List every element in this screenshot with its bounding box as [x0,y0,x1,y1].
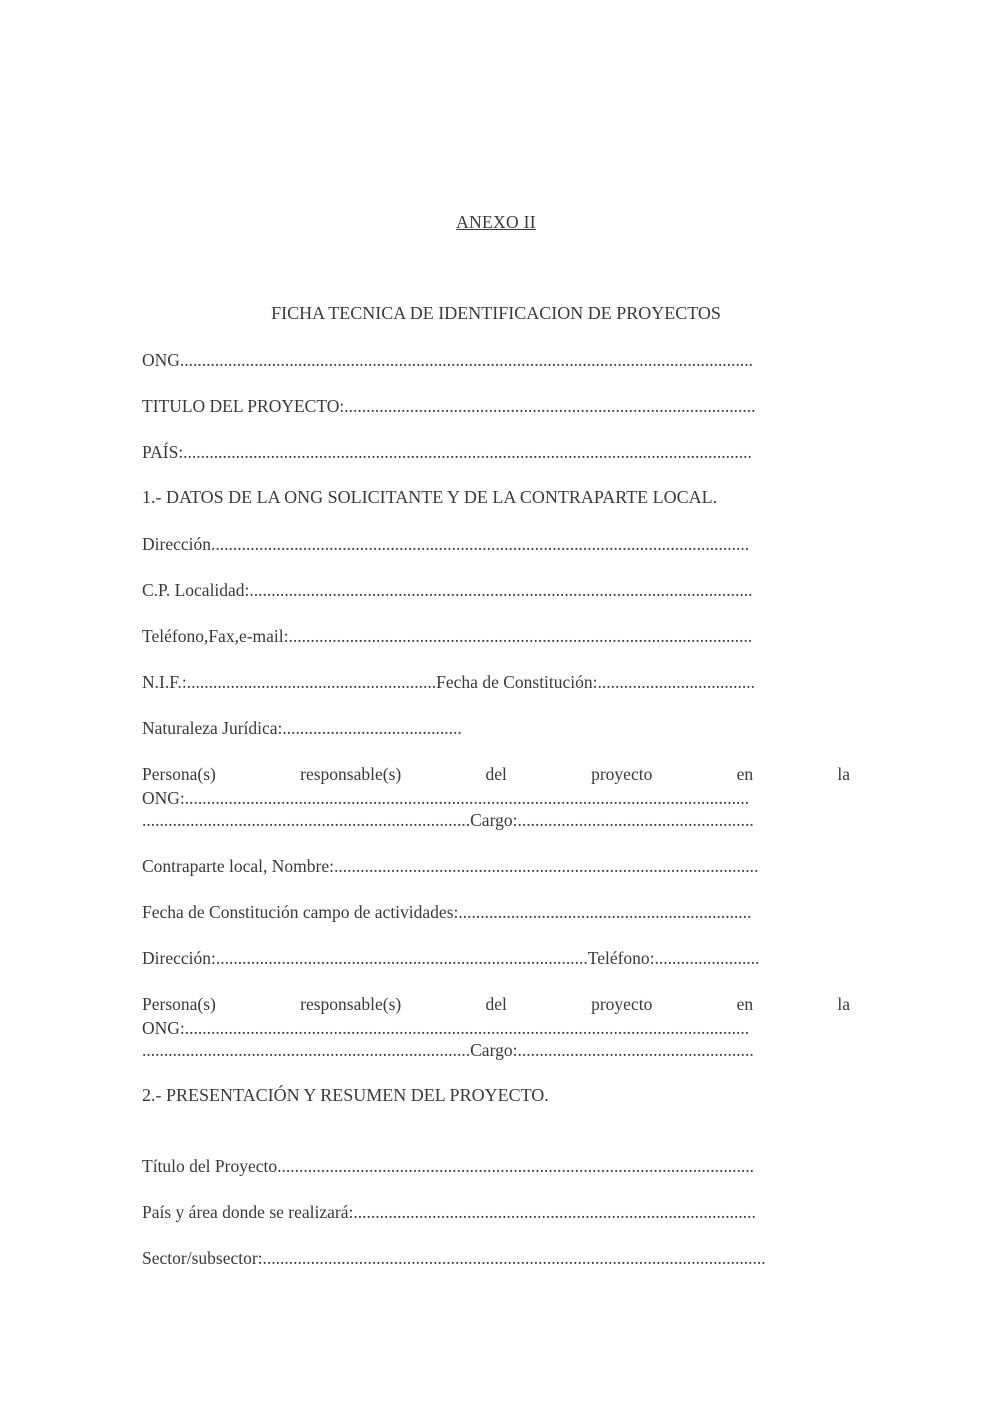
word: responsable(s) [300,764,402,784]
word: la [837,994,850,1014]
word: Persona(s) [142,764,216,784]
word: del [485,764,507,784]
phone-fax-email-field[interactable]: Teléfono,Fax,e-mail:.......................................................................................................... [142,626,753,646]
country-field[interactable]: PAÍS:.................................................................................................................................. [142,442,752,462]
address-phone-field[interactable]: Dirección:.....................................................................................Teléfono:........................ [142,948,760,968]
local-partner-name-field[interactable]: Contraparte local, Nombre:................................................................................................. [142,856,759,876]
word: en [736,994,754,1014]
word: la [837,764,850,784]
word: proyecto [591,764,653,784]
word: Persona(s) [142,994,216,1014]
responsible-position-field-1[interactable]: ...........................................................................Cargo:...................................................... [142,810,754,830]
responsible-persons-label-1 [142,763,850,785]
responsible-ong-field-2[interactable]: ONG:................................................................................................................................. [142,1018,750,1038]
annex-title: ANEXO II [456,212,536,232]
address-field[interactable]: Dirección........................................................................................................................... [142,534,750,554]
responsible-position-field-2[interactable]: ...........................................................................Cargo:...................................................... [142,1040,754,1060]
ong-field[interactable]: ONG................................................................................................................................... [142,350,754,370]
word: en [736,764,754,784]
project-title-field[interactable]: TITULO DEL PROYECTO:.............................................................................................. [142,396,756,416]
legal-nature-field[interactable]: Naturaleza Jurídica:......................................... [142,718,462,738]
word: responsable(s) [300,994,402,1014]
word: del [485,994,507,1014]
project-title-field-2[interactable]: Título del Proyecto............................................................................................................. [142,1156,754,1176]
word: proyecto [591,994,653,1014]
nif-constitution-date-field[interactable]: N.I.F.:.........................................................Fecha de Constitución:.................................... [142,672,756,692]
postal-code-locality-field[interactable]: C.P. Localidad:................................................................................................................... [142,580,753,600]
constitution-activities-field[interactable]: Fecha de Constitución campo de actividades:................................................................... [142,902,752,922]
country-area-field[interactable]: País y área donde se realizará:............................................................................................ [142,1202,756,1222]
sector-subsector-field[interactable]: Sector/subsector:................................................................................................................... [142,1248,766,1268]
responsible-ong-field-1[interactable]: ONG:................................................................................................................................. [142,788,750,808]
form-title: FICHA TECNICA DE IDENTIFICACION DE PROYECTOS [271,303,721,323]
section-2-heading: 2.- PRESENTACIÓN Y RESUMEN DEL PROYECTO. [142,1085,549,1105]
section-1-heading: 1.- DATOS DE LA ONG SOLICITANTE Y DE LA CONTRAPARTE LOCAL. [142,487,718,507]
responsible-persons-label-2 [142,993,850,1015]
